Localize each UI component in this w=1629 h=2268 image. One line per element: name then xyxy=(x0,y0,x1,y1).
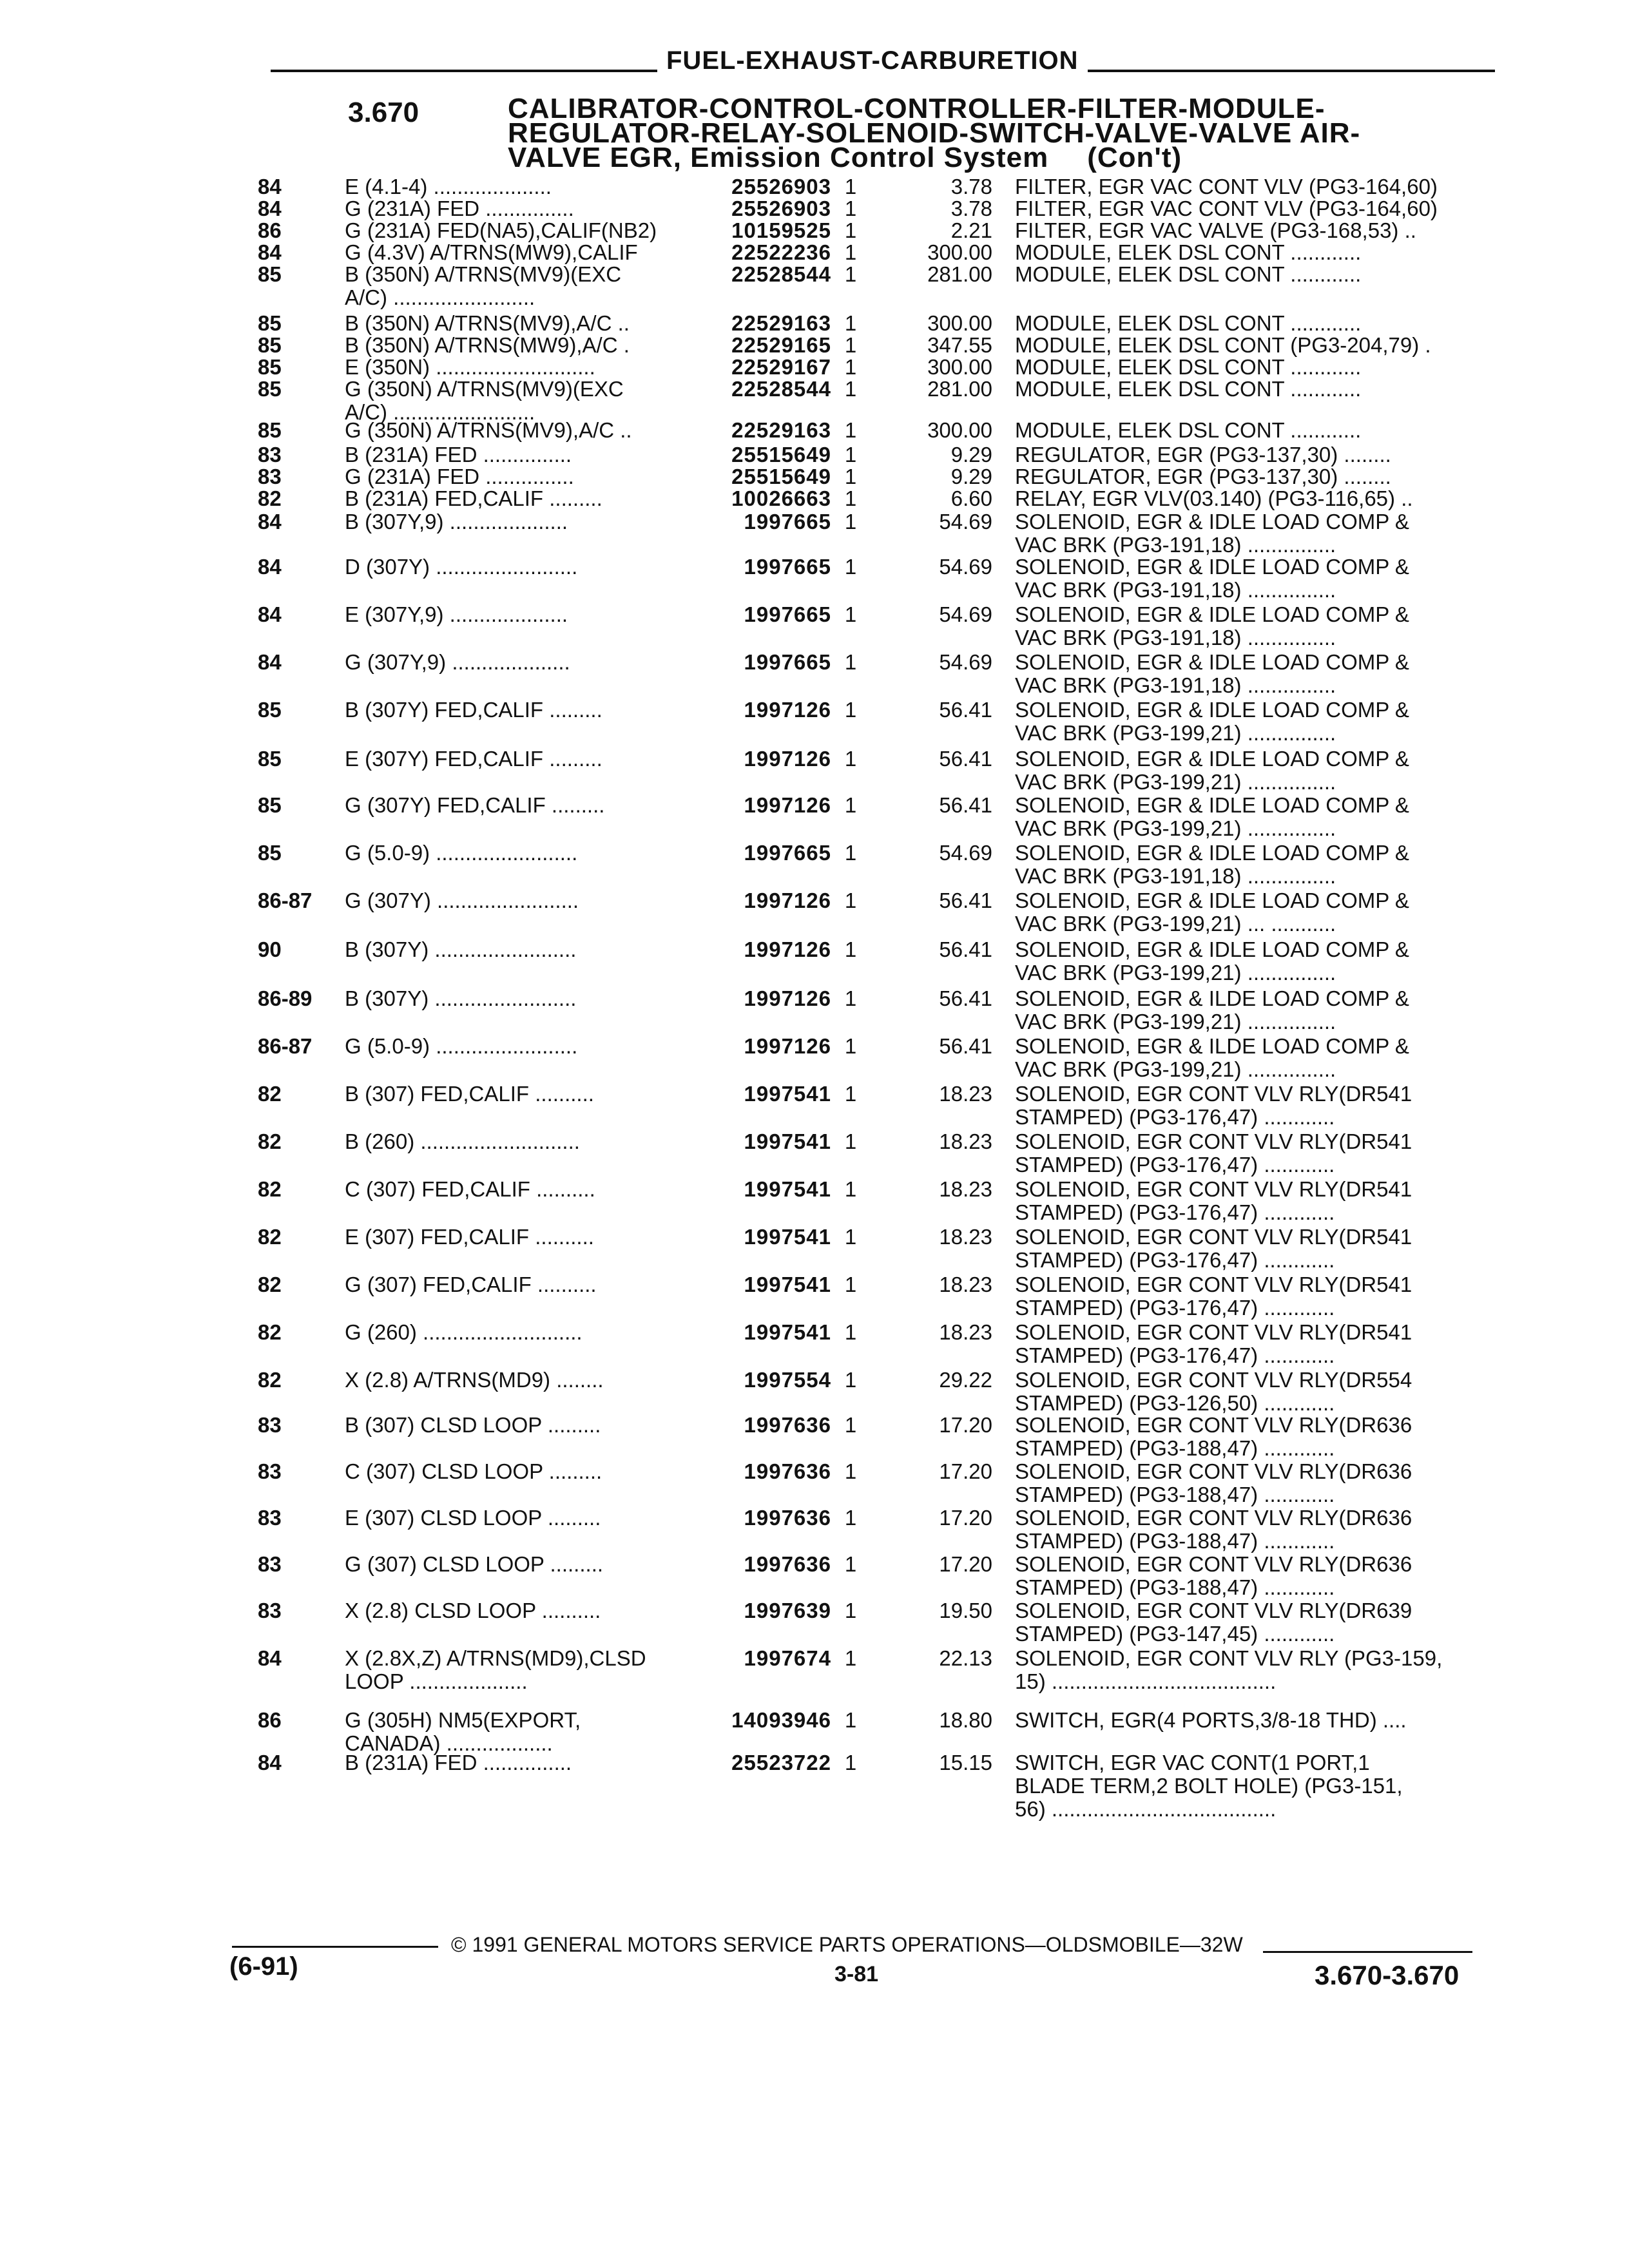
description-cell: G (350N) A/TRNS(MV9)(EXC A/C) ........................ xyxy=(345,377,624,424)
item-name-cell: SOLENOID, EGR CONT VLV RLY(DR554 STAMPED) (PG3-126,50) ............ xyxy=(1015,1368,1412,1415)
year-cell: 82 xyxy=(258,1129,282,1153)
description-cell: E (307Y,9) .................... xyxy=(345,602,568,626)
part-number-cell: 1997665 xyxy=(744,650,831,674)
part-number-cell: 22528544 xyxy=(731,262,831,286)
price-cell: 18.23 xyxy=(939,1082,992,1106)
year-cell: 82 xyxy=(258,1225,282,1249)
price-cell: 54.69 xyxy=(939,650,992,674)
price-cell: 56.41 xyxy=(939,793,992,817)
part-number-cell: 1997126 xyxy=(744,793,831,817)
quantity-cell: 1 xyxy=(844,698,857,722)
quantity-cell: 1 xyxy=(844,418,857,442)
quantity-cell: 1 xyxy=(844,1459,857,1483)
year-cell: 86-89 xyxy=(258,986,313,1010)
part-number-cell: 22529167 xyxy=(731,355,831,379)
year-cell: 83 xyxy=(258,443,282,466)
part-number-cell: 10159525 xyxy=(731,218,831,242)
year-cell: 83 xyxy=(258,1413,282,1437)
quantity-cell: 1 xyxy=(844,602,857,626)
part-number-cell: 1997541 xyxy=(744,1225,831,1249)
description-cell: B (307Y) FED,CALIF ......... xyxy=(345,698,602,722)
quantity-cell: 1 xyxy=(844,377,857,401)
quantity-cell: 1 xyxy=(844,510,857,533)
item-name-cell: SOLENOID, EGR CONT VLV RLY(DR541 STAMPED) (PG3-176,47) ............ xyxy=(1015,1273,1412,1320)
quantity-cell: 1 xyxy=(844,1506,857,1530)
description-cell: G (231A) FED(NA5),CALIF(NB2) xyxy=(345,218,657,242)
part-number-cell: 25526903 xyxy=(731,175,831,198)
part-number-cell: 1997674 xyxy=(744,1646,831,1670)
year-cell: 84 xyxy=(258,240,282,264)
year-cell: 82 xyxy=(258,1082,282,1106)
description-cell: G (5.0-9) ........................ xyxy=(345,841,578,865)
price-cell: 9.29 xyxy=(950,465,992,488)
part-number-cell: 22528544 xyxy=(731,377,831,401)
item-name-cell: SWITCH, EGR(4 PORTS,3/8-18 THD) .... xyxy=(1015,1708,1407,1732)
quantity-cell: 1 xyxy=(844,650,857,674)
item-name-cell: SOLENOID, EGR CONT VLV RLY(DR541 STAMPED) (PG3-176,47) ............ xyxy=(1015,1320,1412,1367)
year-cell: 82 xyxy=(258,1273,282,1296)
price-cell: 3.78 xyxy=(950,197,992,220)
item-name-cell: SOLENOID, EGR & IDLE LOAD COMP & VAC BRK (PG3-199,21) ............... xyxy=(1015,793,1409,840)
description-cell: G (307Y) ........................ xyxy=(345,889,579,912)
part-number-cell: 10026663 xyxy=(731,486,831,510)
price-cell: 18.23 xyxy=(939,1273,992,1296)
footer-rule-right xyxy=(1263,1951,1472,1953)
quantity-cell: 1 xyxy=(844,262,857,286)
section-number: 3.670 xyxy=(348,97,419,128)
quantity-cell: 1 xyxy=(844,1129,857,1153)
quantity-cell: 1 xyxy=(844,240,857,264)
year-cell: 86 xyxy=(258,218,282,242)
section-range: 3.670-3.670 xyxy=(1315,1960,1460,1990)
part-number-cell: 22522236 xyxy=(731,240,831,264)
item-name-cell: SOLENOID, EGR CONT VLV RLY(DR639 STAMPED) (PG3-147,45) ............ xyxy=(1015,1599,1412,1646)
item-name-cell: SOLENOID, EGR CONT VLV RLY(DR636 STAMPED) (PG3-188,47) ............ xyxy=(1015,1459,1412,1506)
quantity-cell: 1 xyxy=(844,841,857,865)
quantity-cell: 1 xyxy=(844,1034,857,1058)
description-cell: E (307) CLSD LOOP ......... xyxy=(345,1506,601,1530)
quantity-cell: 1 xyxy=(844,937,857,961)
year-cell: 82 xyxy=(258,1368,282,1392)
description-cell: G (231A) FED ............... xyxy=(345,197,574,220)
part-number-cell: 1997126 xyxy=(744,889,831,912)
year-cell: 83 xyxy=(258,1599,282,1622)
quantity-cell: 1 xyxy=(844,1177,857,1201)
description-cell: E (307) FED,CALIF .......... xyxy=(345,1225,594,1249)
quantity-cell: 1 xyxy=(844,1082,857,1106)
price-cell: 19.50 xyxy=(939,1599,992,1622)
price-cell: 17.20 xyxy=(939,1459,992,1483)
price-cell: 29.22 xyxy=(939,1368,992,1392)
description-cell: G (4.3V) A/TRNS(MW9),CALIF xyxy=(345,240,638,264)
item-name-cell: SOLENOID, EGR & IDLE LOAD COMP & VAC BRK (PG3-199,21) ... ........... xyxy=(1015,889,1409,936)
year-cell: 85 xyxy=(258,377,282,401)
price-cell: 3.78 xyxy=(950,175,992,198)
description-cell: B (260) ........................... xyxy=(345,1129,580,1153)
footer-rule-left xyxy=(232,1946,438,1948)
description-cell: C (307) CLSD LOOP ......... xyxy=(345,1459,602,1483)
description-cell: G (305H) NM5(EXPORT, CANADA) .................. xyxy=(345,1708,581,1755)
year-cell: 83 xyxy=(258,1506,282,1530)
year-cell: 85 xyxy=(258,698,282,722)
price-cell: 18.23 xyxy=(939,1177,992,1201)
year-cell: 85 xyxy=(258,355,282,379)
quantity-cell: 1 xyxy=(844,1225,857,1249)
description-cell: E (307Y) FED,CALIF ......... xyxy=(345,747,602,771)
price-cell: 281.00 xyxy=(927,377,992,401)
item-name-cell: SOLENOID, EGR CONT VLV RLY (PG3-159, 15) ...................................... xyxy=(1015,1646,1443,1693)
quantity-cell: 1 xyxy=(844,175,857,198)
quantity-cell: 1 xyxy=(844,355,857,379)
part-number-cell: 22529165 xyxy=(731,333,831,357)
price-cell: 300.00 xyxy=(927,355,992,379)
part-number-cell: 1997126 xyxy=(744,698,831,722)
item-name-cell: SOLENOID, EGR CONT VLV RLY(DR541 STAMPED) (PG3-176,47) ............ xyxy=(1015,1129,1412,1177)
quantity-cell: 1 xyxy=(844,486,857,510)
quantity-cell: 1 xyxy=(844,465,857,488)
price-cell: 56.41 xyxy=(939,698,992,722)
part-number-cell: 25523722 xyxy=(731,1751,831,1774)
year-cell: 83 xyxy=(258,1459,282,1483)
price-cell: 56.41 xyxy=(939,889,992,912)
quantity-cell: 1 xyxy=(844,1708,857,1732)
price-cell: 15.15 xyxy=(939,1751,992,1774)
item-name-cell: SOLENOID, EGR & IDLE LOAD COMP & VAC BRK (PG3-199,21) ............... xyxy=(1015,698,1409,745)
year-cell: 84 xyxy=(258,175,282,198)
quantity-cell: 1 xyxy=(844,986,857,1010)
price-cell: 17.20 xyxy=(939,1413,992,1437)
part-number-cell: 1997665 xyxy=(744,841,831,865)
price-cell: 54.69 xyxy=(939,602,992,626)
part-number-cell: 1997636 xyxy=(744,1459,831,1483)
quantity-cell: 1 xyxy=(844,747,857,771)
item-name-cell: REGULATOR, EGR (PG3-137,30) ........ xyxy=(1015,465,1391,488)
description-cell: B (231A) FED,CALIF ......... xyxy=(345,486,602,510)
year-cell: 85 xyxy=(258,747,282,771)
part-number-cell: 14093946 xyxy=(731,1708,831,1732)
description-cell: B (231A) FED ............... xyxy=(345,1751,572,1774)
price-cell: 17.20 xyxy=(939,1552,992,1576)
item-name-cell: SOLENOID, EGR & IDLE LOAD COMP & VAC BRK (PG3-191,18) ............... xyxy=(1015,510,1409,557)
part-number-cell: 1997639 xyxy=(744,1599,831,1622)
price-cell: 18.80 xyxy=(939,1708,992,1732)
part-number-cell: 1997665 xyxy=(744,510,831,533)
item-name-cell: MODULE, ELEK DSL CONT ............ xyxy=(1015,240,1362,264)
price-cell: 300.00 xyxy=(927,240,992,264)
year-cell: 82 xyxy=(258,486,282,510)
copyright-line: © 1991 GENERAL MOTORS SERVICE PARTS OPERATIONS—OLDSMOBILE—32W xyxy=(451,1933,1243,1956)
item-name-cell: SOLENOID, EGR & IDLE LOAD COMP & VAC BRK (PG3-199,21) ............... xyxy=(1015,747,1409,794)
year-cell: 84 xyxy=(258,650,282,674)
year-cell: 86-87 xyxy=(258,1034,313,1058)
year-cell: 84 xyxy=(258,1751,282,1774)
part-number-cell: 1997636 xyxy=(744,1506,831,1530)
description-cell: C (307) FED,CALIF .......... xyxy=(345,1177,595,1201)
price-cell: 18.23 xyxy=(939,1225,992,1249)
part-number-cell: 1997541 xyxy=(744,1129,831,1153)
price-cell: 56.41 xyxy=(939,747,992,771)
description-cell: B (231A) FED ............... xyxy=(345,443,572,466)
item-name-cell: SOLENOID, EGR CONT VLV RLY(DR541 STAMPED) (PG3-176,47) ............ xyxy=(1015,1177,1412,1224)
year-cell: 85 xyxy=(258,841,282,865)
part-number-cell: 1997636 xyxy=(744,1552,831,1576)
price-cell: 22.13 xyxy=(939,1646,992,1670)
quantity-cell: 1 xyxy=(844,889,857,912)
part-number-cell: 1997665 xyxy=(744,602,831,626)
quantity-cell: 1 xyxy=(844,1413,857,1437)
quantity-cell: 1 xyxy=(844,555,857,579)
quantity-cell: 1 xyxy=(844,1552,857,1576)
quantity-cell: 1 xyxy=(844,197,857,220)
item-name-cell: SOLENOID, EGR & ILDE LOAD COMP & VAC BRK (PG3-199,21) ............... xyxy=(1015,1034,1409,1081)
item-name-cell: RELAY, EGR VLV(03.140) (PG3-116,65) .. xyxy=(1015,486,1413,510)
description-cell: B (307Y,9) .................... xyxy=(345,510,568,533)
section-title-text: CALIBRATOR-CONTROL-CONTROLLER-FILTER-MODULE- REGULATOR-RELAY-SOLENOID-SWITCH-VALVE-VALVE AIR- VALVE EGR, Emission Control System xyxy=(508,93,1361,173)
price-cell: 347.55 xyxy=(927,333,992,357)
quantity-cell: 1 xyxy=(844,1273,857,1296)
item-name-cell: MODULE, ELEK DSL CONT ............ xyxy=(1015,377,1362,401)
price-cell: 18.23 xyxy=(939,1320,992,1344)
quantity-cell: 1 xyxy=(844,1599,857,1622)
item-name-cell: SOLENOID, EGR CONT VLV RLY(DR541 STAMPED) (PG3-176,47) ............ xyxy=(1015,1082,1412,1129)
part-number-cell: 22529163 xyxy=(731,311,831,335)
price-cell: 17.20 xyxy=(939,1506,992,1530)
description-cell: B (307) FED,CALIF .......... xyxy=(345,1082,594,1106)
description-cell: B (350N) A/TRNS(MV9)(EXC A/C) ........................ xyxy=(345,262,622,309)
item-name-cell: SOLENOID, EGR & IDLE LOAD COMP & VAC BRK (PG3-191,18) ............... xyxy=(1015,650,1409,697)
part-number-cell: 25526903 xyxy=(731,197,831,220)
item-name-cell: MODULE, ELEK DSL CONT ............ xyxy=(1015,262,1362,286)
year-cell: 85 xyxy=(258,793,282,817)
item-name-cell: SWITCH, EGR VAC CONT(1 PORT,1 BLADE TERM,2 BOLT HOLE) (PG3-151, 56) ...................................... xyxy=(1015,1751,1403,1821)
quantity-cell: 1 xyxy=(844,443,857,466)
description-cell: G (307) CLSD LOOP ......... xyxy=(345,1552,604,1576)
part-number-cell: 1997636 xyxy=(744,1413,831,1437)
quantity-cell: 1 xyxy=(844,311,857,335)
quantity-cell: 1 xyxy=(844,793,857,817)
year-cell: 83 xyxy=(258,465,282,488)
description-cell: B (307Y) ........................ xyxy=(345,986,577,1010)
description-cell: G (5.0-9) ........................ xyxy=(345,1034,578,1058)
quantity-cell: 1 xyxy=(844,218,857,242)
quantity-cell: 1 xyxy=(844,1320,857,1344)
item-name-cell: REGULATOR, EGR (PG3-137,30) ........ xyxy=(1015,443,1391,466)
item-name-cell: MODULE, ELEK DSL CONT ............ xyxy=(1015,355,1362,379)
part-number-cell: 1997126 xyxy=(744,937,831,961)
item-name-cell: SOLENOID, EGR CONT VLV RLY(DR636 STAMPED) (PG3-188,47) ............ xyxy=(1015,1506,1412,1553)
description-cell: D (307Y) ........................ xyxy=(345,555,578,579)
item-name-cell: SOLENOID, EGR & IDLE LOAD COMP & VAC BRK (PG3-191,18) ............... xyxy=(1015,555,1409,602)
part-number-cell: 25515649 xyxy=(731,443,831,466)
item-name-cell: SOLENOID, EGR CONT VLV RLY(DR636 STAMPED) (PG3-188,47) ............ xyxy=(1015,1413,1412,1460)
price-cell: 2.21 xyxy=(950,218,992,242)
part-number-cell: 1997126 xyxy=(744,986,831,1010)
part-number-cell: 1997665 xyxy=(744,555,831,579)
year-cell: 84 xyxy=(258,1646,282,1670)
price-cell: 56.41 xyxy=(939,1034,992,1058)
part-number-cell: 1997541 xyxy=(744,1177,831,1201)
item-name-cell: FILTER, EGR VAC CONT VLV (PG3-164,60) xyxy=(1015,175,1438,198)
price-cell: 56.41 xyxy=(939,937,992,961)
item-name-cell: SOLENOID, EGR & ILDE LOAD COMP & VAC BRK (PG3-199,21) ............... xyxy=(1015,986,1409,1033)
price-cell: 281.00 xyxy=(927,262,992,286)
price-cell: 6.60 xyxy=(950,486,992,510)
quantity-cell: 1 xyxy=(844,1368,857,1392)
description-cell: X (2.8X,Z) A/TRNS(MD9),CLSD LOOP .................... xyxy=(345,1646,646,1693)
description-cell: G (307Y,9) .................... xyxy=(345,650,570,674)
year-cell: 86 xyxy=(258,1708,282,1732)
price-cell: 18.23 xyxy=(939,1129,992,1153)
description-cell: E (4.1-4) .................... xyxy=(345,175,552,198)
part-number-cell: 25515649 xyxy=(731,465,831,488)
description-cell: B (307) CLSD LOOP ......... xyxy=(345,1413,601,1437)
description-cell: B (350N) A/TRNS(MV9),A/C .. xyxy=(345,311,630,335)
item-name-cell: SOLENOID, EGR & IDLE LOAD COMP & VAC BRK (PG3-191,18) ............... xyxy=(1015,602,1409,649)
year-cell: 84 xyxy=(258,197,282,220)
price-cell: 54.69 xyxy=(939,841,992,865)
item-name-cell: SOLENOID, EGR & IDLE LOAD COMP & VAC BRK (PG3-199,21) ............... xyxy=(1015,937,1409,985)
item-name-cell: MODULE, ELEK DSL CONT ............ xyxy=(1015,418,1362,442)
item-name-cell: MODULE, ELEK DSL CONT (PG3-204,79) . xyxy=(1015,333,1431,357)
year-cell: 85 xyxy=(258,418,282,442)
part-number-cell: 1997541 xyxy=(744,1273,831,1296)
description-cell: G (231A) FED ............... xyxy=(345,465,574,488)
item-name-cell: FILTER, EGR VAC VALVE (PG3-168,53) .. xyxy=(1015,218,1416,242)
item-name-cell: SOLENOID, EGR CONT VLV RLY(DR541 STAMPED) (PG3-176,47) ............ xyxy=(1015,1225,1412,1272)
part-number-cell: 1997541 xyxy=(744,1320,831,1344)
description-cell: B (350N) A/TRNS(MW9),A/C . xyxy=(345,333,630,357)
price-cell: 56.41 xyxy=(939,986,992,1010)
continued-label: (Con't) xyxy=(1087,142,1182,173)
price-cell: 54.69 xyxy=(939,555,992,579)
price-cell: 54.69 xyxy=(939,510,992,533)
year-cell: 82 xyxy=(258,1177,282,1201)
item-name-cell: SOLENOID, EGR & IDLE LOAD COMP & VAC BRK (PG3-191,18) ............... xyxy=(1015,841,1409,888)
year-cell: 85 xyxy=(258,262,282,286)
item-name-cell: FILTER, EGR VAC CONT VLV (PG3-164,60) xyxy=(1015,197,1438,220)
year-cell: 84 xyxy=(258,602,282,626)
description-cell: G (260) ........................... xyxy=(345,1320,583,1344)
page-title: FUEL-EXHAUST-CARBURETION xyxy=(657,46,1088,75)
year-cell: 84 xyxy=(258,510,282,533)
year-cell: 82 xyxy=(258,1320,282,1344)
part-number-cell: 1997541 xyxy=(744,1082,831,1106)
item-name-cell: MODULE, ELEK DSL CONT ............ xyxy=(1015,311,1362,335)
year-cell: 86-87 xyxy=(258,889,313,912)
year-cell: 85 xyxy=(258,311,282,335)
year-cell: 90 xyxy=(258,937,282,961)
description-cell: X (2.8) A/TRNS(MD9) ........ xyxy=(345,1368,604,1392)
year-cell: 84 xyxy=(258,555,282,579)
quantity-cell: 1 xyxy=(844,1751,857,1774)
item-name-cell: SOLENOID, EGR CONT VLV RLY(DR636 STAMPED) (PG3-188,47) ............ xyxy=(1015,1552,1412,1599)
price-cell: 300.00 xyxy=(927,311,992,335)
description-cell: G (307) FED,CALIF .......... xyxy=(345,1273,597,1296)
page-number: 3-81 xyxy=(834,1962,879,1986)
description-cell: B (307Y) ........................ xyxy=(345,937,577,961)
part-number-cell: 1997126 xyxy=(744,747,831,771)
date-code: (6-91) xyxy=(229,1952,298,1981)
quantity-cell: 1 xyxy=(844,1646,857,1670)
part-number-cell: 1997554 xyxy=(744,1368,831,1392)
year-cell: 83 xyxy=(258,1552,282,1576)
quantity-cell: 1 xyxy=(844,333,857,357)
part-number-cell: 1997126 xyxy=(744,1034,831,1058)
description-cell: E (350N) ........................... xyxy=(345,355,595,379)
price-cell: 9.29 xyxy=(950,443,992,466)
description-cell: X (2.8) CLSD LOOP .......... xyxy=(345,1599,601,1622)
price-cell: 300.00 xyxy=(927,418,992,442)
description-cell: G (350N) A/TRNS(MV9),A/C .. xyxy=(345,418,632,442)
year-cell: 85 xyxy=(258,333,282,357)
part-number-cell: 22529163 xyxy=(731,418,831,442)
description-cell: G (307Y) FED,CALIF ......... xyxy=(345,793,605,817)
